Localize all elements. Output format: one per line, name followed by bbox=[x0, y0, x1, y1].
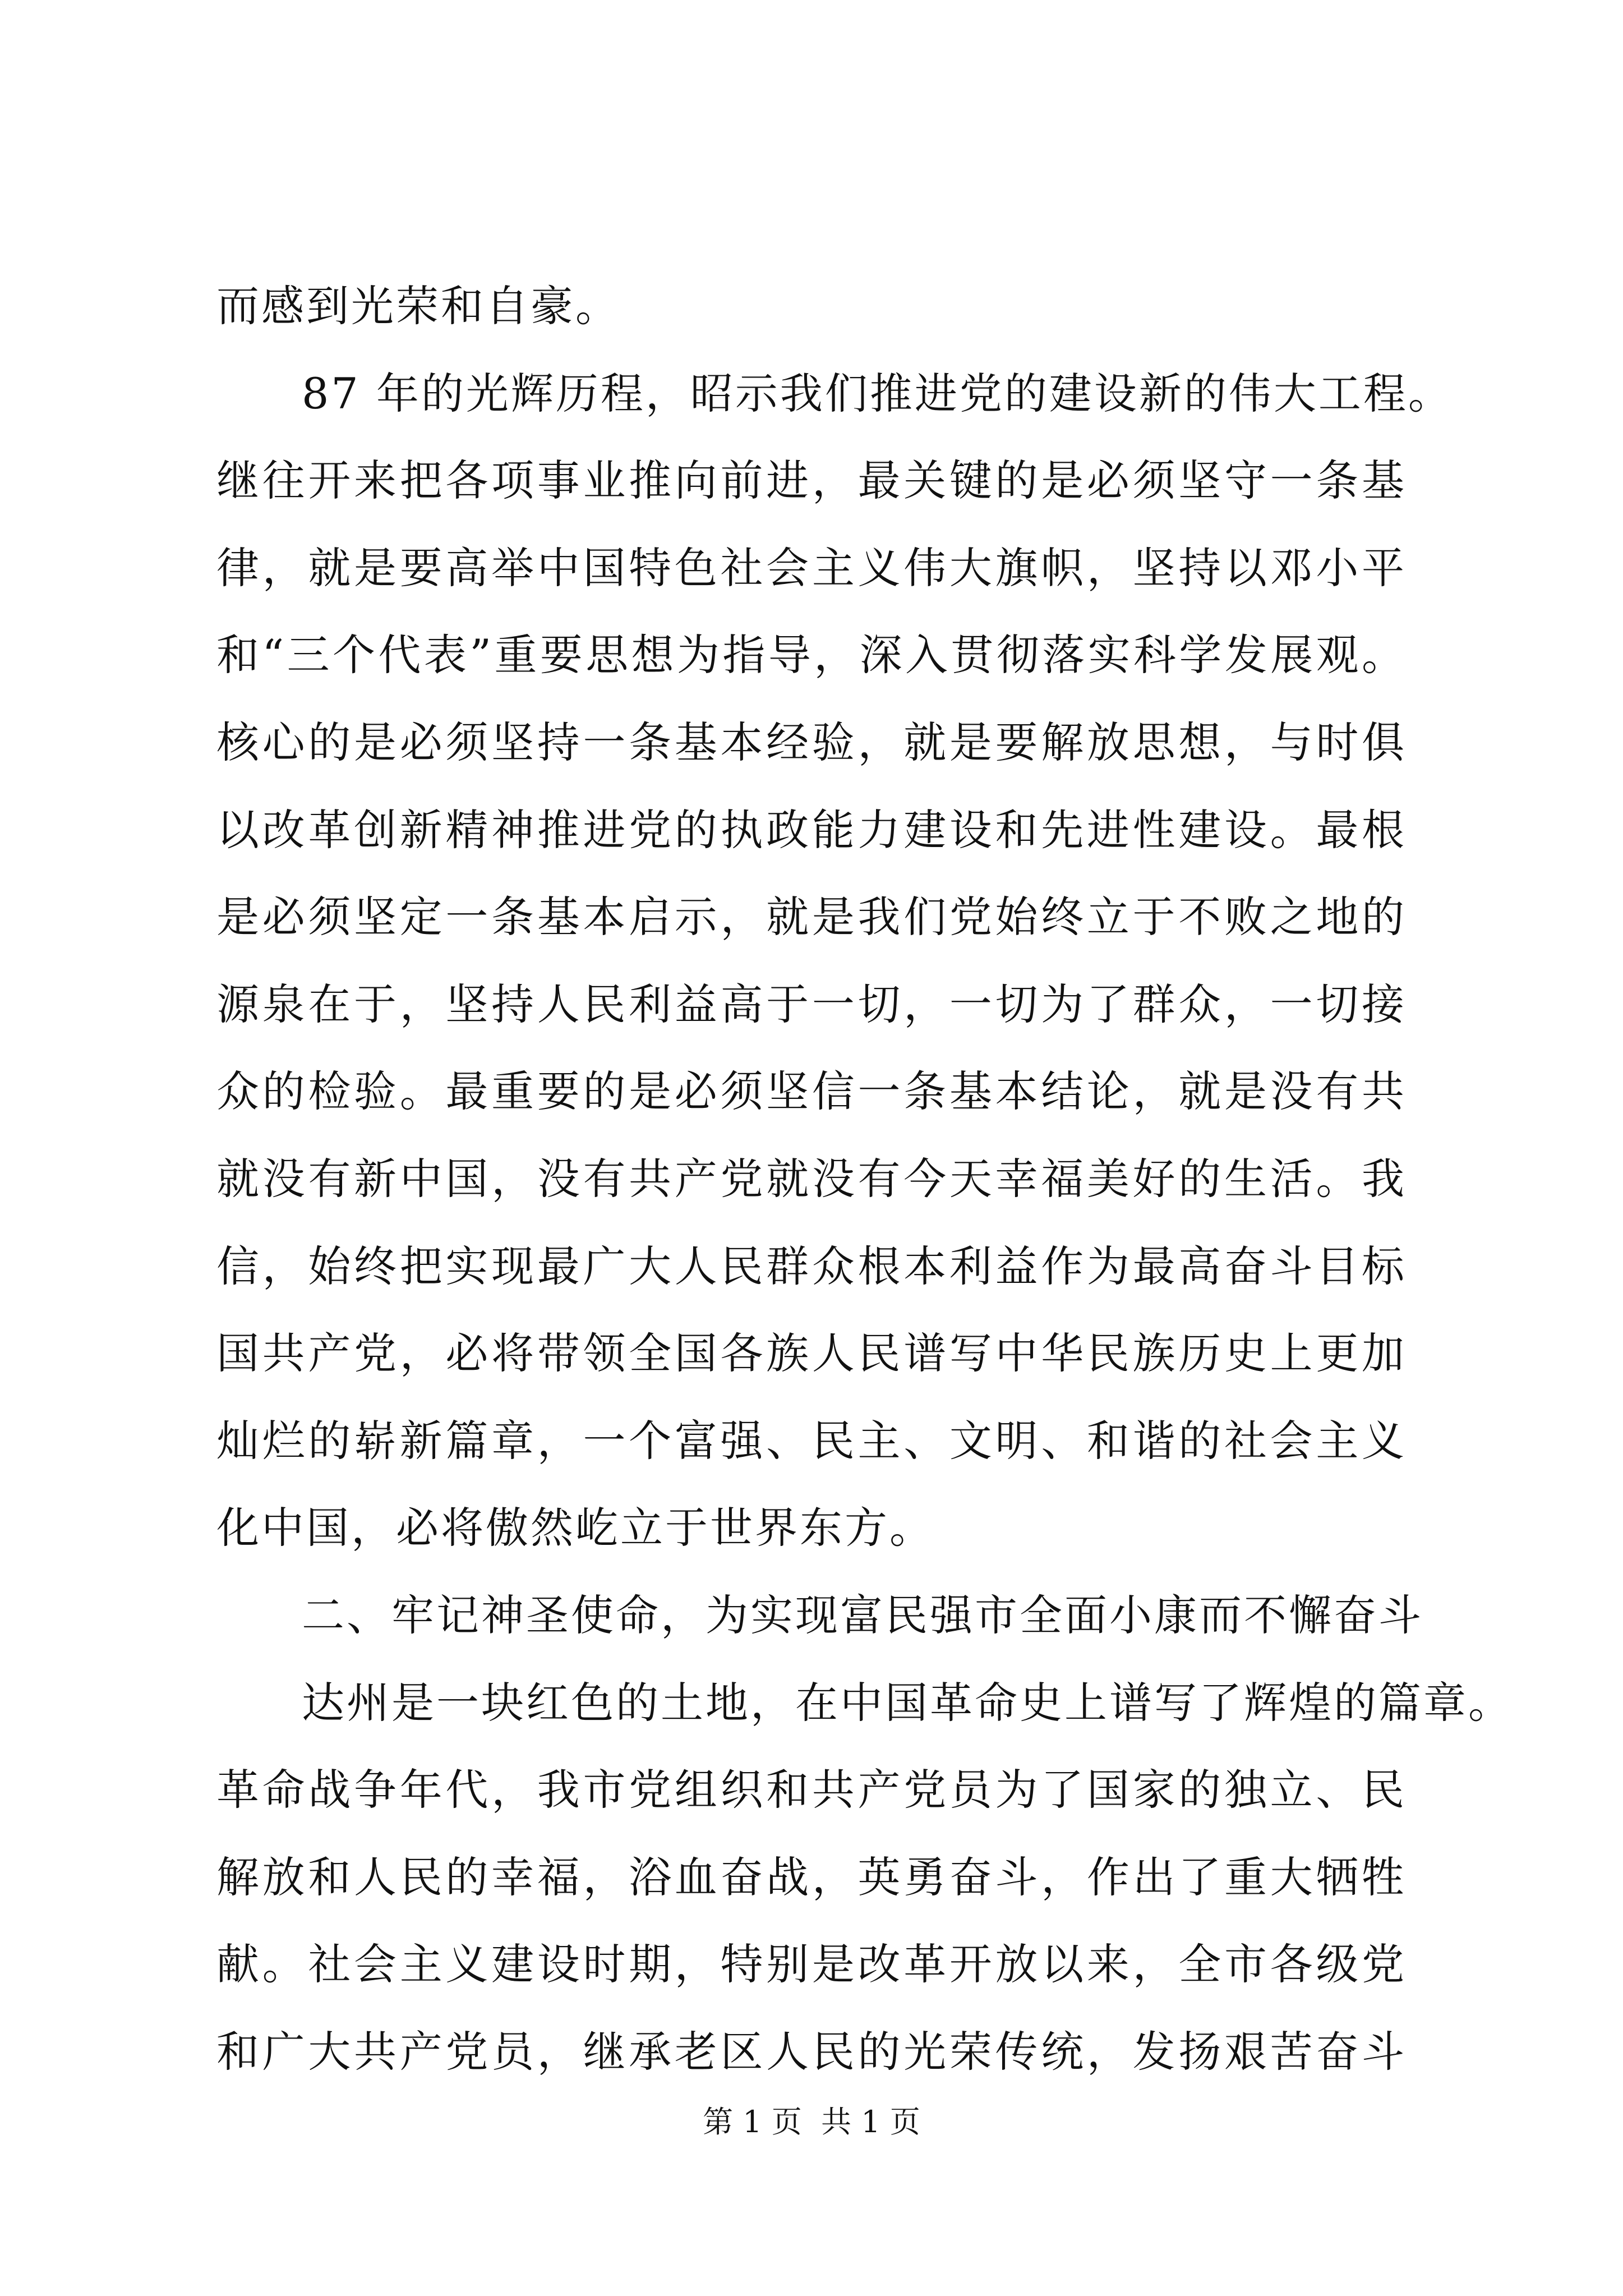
paragraph-start-line: 87 年的光辉历程，昭示我们推进党的建设新的伟大工程。 bbox=[302, 368, 1453, 418]
page-footer: 第 1 页 共 1 页 bbox=[703, 2104, 920, 2139]
text-line: 国共产党，必将带领全国各族人民谱写中华民族历史上更加 bbox=[216, 1328, 1407, 1379]
text-line: 源泉在于，坚持人民利益高于一切，一切为了群众，一切接 bbox=[216, 979, 1407, 1029]
text-line: 律，就是要高举中国特色社会主义伟大旗帜，坚持以邓小平 bbox=[216, 542, 1407, 593]
section-heading: 二、牢记神圣使命，为实现富民强市全面小康而不懈奋斗 bbox=[302, 1590, 1423, 1640]
document-body bbox=[216, 263, 1513, 2095]
text-line: 核心的是必须坚持一条基本经验，就是要解放思想，与时俱 bbox=[216, 717, 1407, 767]
text-line: 是必须坚定一条基本启示，就是我们党始终立于不败之地的 bbox=[216, 892, 1407, 942]
text-line: 就没有新中国，没有共产党就没有今天幸福美好的生活。我 bbox=[216, 1153, 1407, 1204]
text-line: 革命战争年代，我市党组织和共产党员为了国家的独立、民 bbox=[216, 1765, 1407, 1815]
text-line: 化中国，必将傲然屹立于世界东方。 bbox=[216, 1503, 934, 1553]
text-line: 信，始终把实现最广大人民群众根本利益作为最高奋斗目标 bbox=[216, 1241, 1407, 1291]
text-line: 继往开来把各项事业推向前进，最关键的是必须坚守一条基 bbox=[216, 455, 1407, 506]
text-line: 而感到光荣和自豪。 bbox=[216, 281, 620, 331]
text-line: 和“三个代表”重要思想为指导，深入贯彻落实科学发展观。 bbox=[216, 630, 1407, 680]
paragraph-start-line: 达州是一块红色的土地，在中国革命史上谱写了辉煌的篇章。 bbox=[302, 1677, 1513, 1728]
text-line: 献。社会主义建设时期，特别是改革开放以来，全市各级党 bbox=[216, 1939, 1407, 1990]
text-line: 灿烂的崭新篇章，一个富强、民主、文明、和谐的社会主义 bbox=[216, 1415, 1407, 1466]
text-line: 和广大共产党员，继承老区人民的光荣传统，发扬艰苦奋斗 bbox=[216, 2026, 1407, 2077]
text-line: 解放和人民的幸福，浴血奋战，英勇奋斗，作出了重大牺牲 bbox=[216, 1852, 1407, 1902]
text-line: 以改革创新精神推进党的执政能力建设和先进性建设。最根 bbox=[216, 804, 1407, 855]
text-line: 众的检验。最重要的是必须坚信一条基本结论，就是没有共 bbox=[216, 1066, 1407, 1117]
